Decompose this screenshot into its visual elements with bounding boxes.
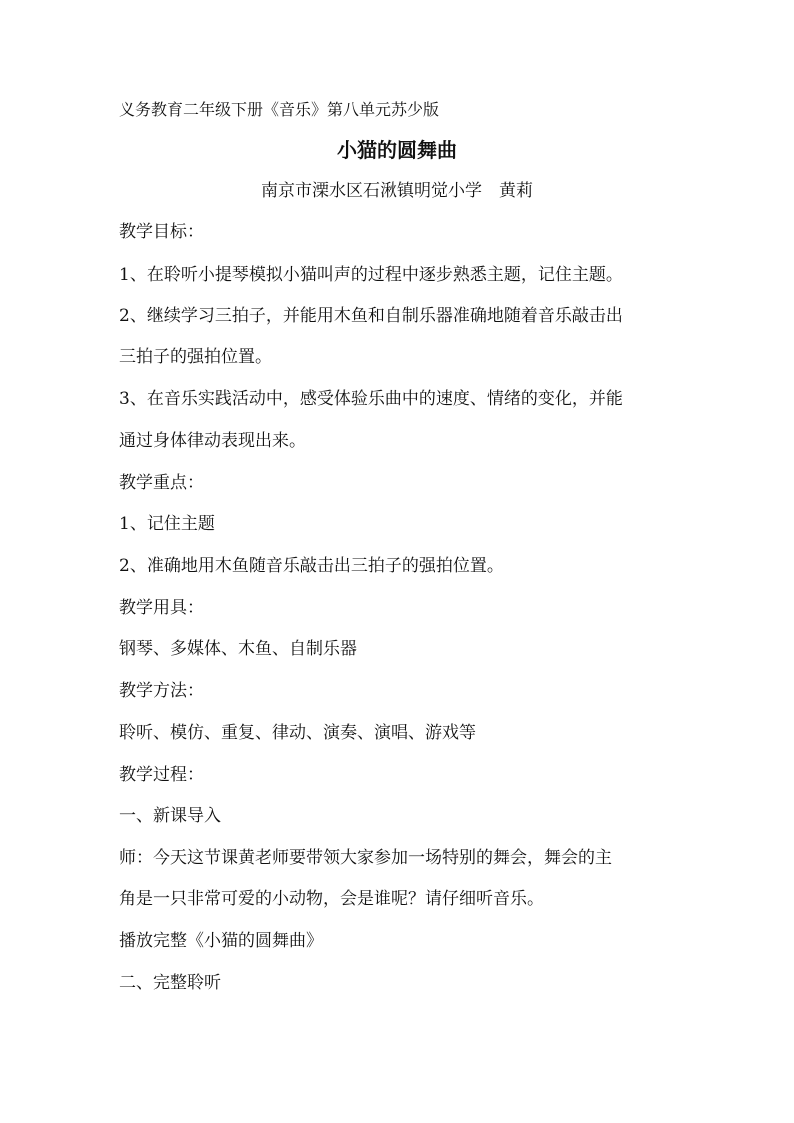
document-author: 南京市溧水区石湫镇明觉小学 黄莉 [261,181,533,201]
key-points-heading: 教学重点： [119,473,204,493]
objective-3-line-1: 3、在音乐实践活动中，感受体验乐曲中的速度、情绪的变化，并能 [119,389,623,409]
play-line: 播放完整《小猫的圆舞曲》 [119,931,323,951]
teacher-line-1: 师：今天这节课黄老师要带领大家参加一场特别的舞会，舞会的主 [119,848,612,868]
key-point-1: 1、记住主题 [119,514,215,534]
document-title: 小猫的圆舞曲 [337,138,457,162]
methods-heading: 教学方法： [119,681,204,701]
part-two-heading: 二、完整聆听 [119,973,221,993]
teaching-tools: 钢琴、多媒体、木鱼、自制乐器 [119,639,357,659]
objective-1: 1、在聆听小提琴模拟小猫叫声的过程中逐步熟悉主题，记住主题。 [119,265,623,285]
tools-heading: 教学用具： [119,598,204,618]
process-heading: 教学过程： [119,765,204,785]
objective-3-line-2: 通过身体律动表现出来。 [119,431,306,451]
teacher-line-2: 角是一只非常可爱的小动物，会是谁呢？请仔细听音乐。 [119,889,544,909]
document-header: 义务教育二年级下册《音乐》第八单元苏少版 [119,100,440,119]
objective-2-line-1: 2、继续学习三拍子，并能用木鱼和自制乐器准确地随着音乐敲击出 [119,306,623,326]
key-point-2: 2、准确地用木鱼随音乐敲击出三拍子的强拍位置。 [119,556,504,576]
objective-2-line-2: 三拍子的强拍位置。 [119,347,272,367]
part-one-heading: 一、新课导入 [119,806,221,826]
objectives-heading: 教学目标： [119,222,204,242]
teaching-methods: 聆听、模仿、重复、律动、演奏、演唱、游戏等 [119,723,476,743]
